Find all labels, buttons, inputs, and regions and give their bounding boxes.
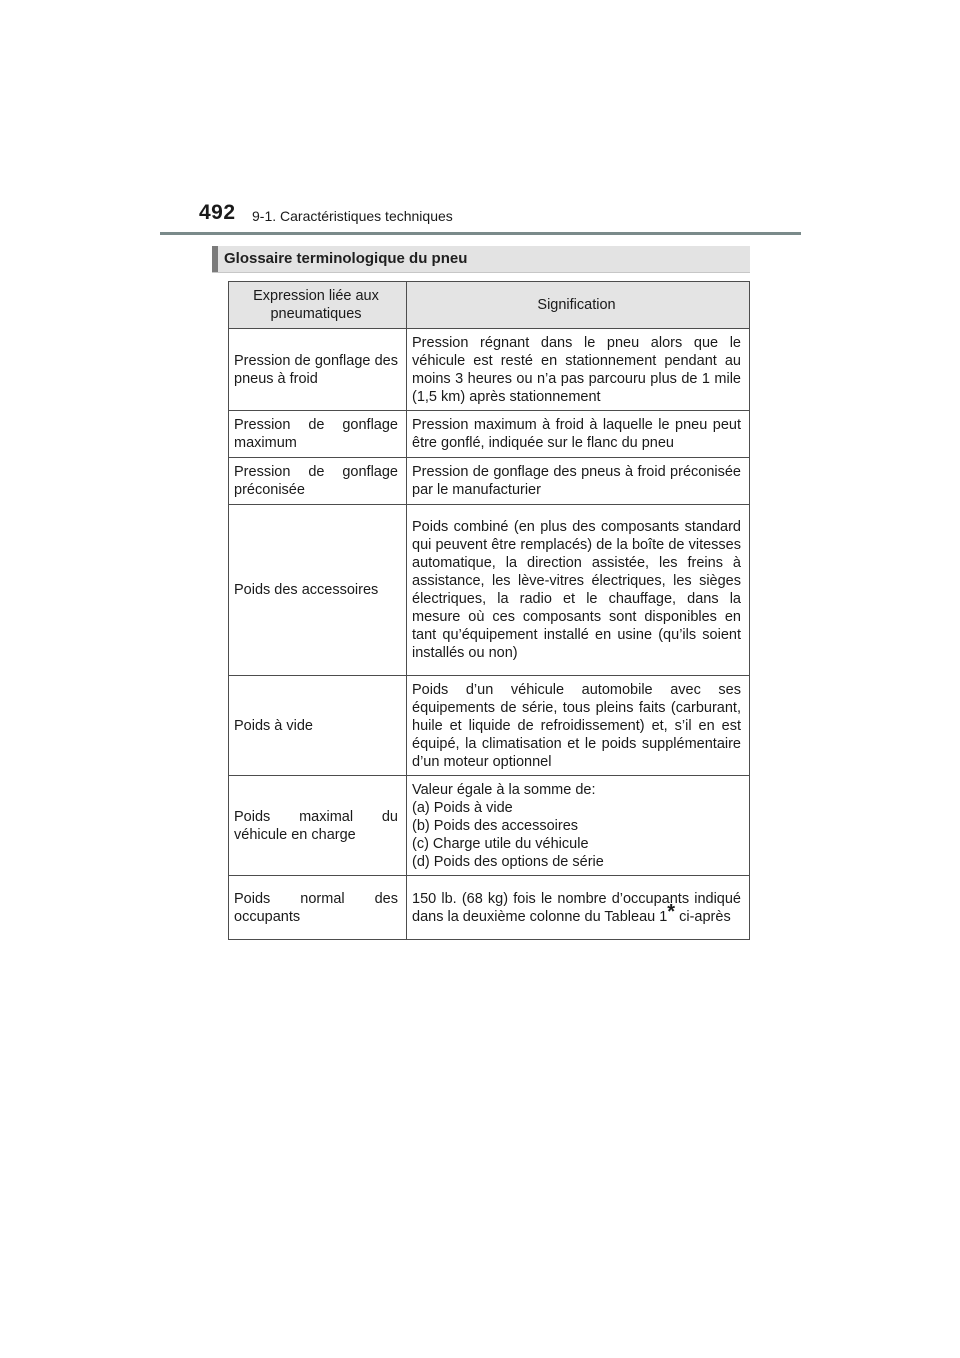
table-row — [229, 876, 750, 940]
meaning-cell: Poids combiné (en plus des composants standard qui peuvent être remplacés) de la boîte de vitesses automatique, la direction assistée, les freins à assistance, les lève-vitres électriques, les sièges électriques, la radio et le chauffage, dans la mesure où ces composants sont disponibles en tant qu’équipement installé en usine (qu’ils soient installés ou non) — [407, 505, 750, 676]
term-cell: Poids des accessoires — [229, 505, 407, 676]
table-row — [229, 411, 750, 458]
meaning-cell: Valeur égale à la somme de: (a) Poids à vide (b) Poids des accessoires (c) Charge utile du véhicule (d) Poids des options de série — [407, 776, 750, 876]
tire-glossary-table — [228, 281, 750, 940]
meaning-cell: Pression de gonflage des pneus à froid préconisée par le manufacturier — [407, 458, 750, 505]
table-row — [229, 676, 750, 776]
section-title: Glossaire terminologique du pneu — [224, 250, 468, 267]
table-header-row — [229, 282, 750, 329]
table-row — [229, 505, 750, 676]
meaning-cell — [407, 876, 750, 940]
term-cell: Poids normal des occupants — [229, 876, 407, 940]
column-header-term: Expression liée aux pneumatiques — [229, 282, 407, 329]
meaning-cell: Pression maximum à froid à laquelle le pneu peut être gonflé, indiquée sur le flanc du pneu — [407, 411, 750, 458]
term-cell: Poids maximal du véhicule en charge — [229, 776, 407, 876]
footnote-asterisk: * — [667, 900, 676, 923]
section-heading-bar — [212, 246, 750, 273]
term-cell: Pression de gonflage maximum — [229, 411, 407, 458]
section-accent — [212, 246, 218, 272]
meaning-text: 150 lb. (68 kg) fois le nombre d’occupants indiqué dans la deuxième colonne du Tableau 1 — [412, 890, 741, 925]
term-cell: Poids à vide — [229, 676, 407, 776]
table-row — [229, 329, 750, 411]
term-cell: Pression de gonflage préconisée — [229, 458, 407, 505]
chapter-title: 9-1. Caractéristiques techniques — [252, 208, 453, 224]
column-header-meaning: Signification — [407, 282, 750, 329]
table-row — [229, 458, 750, 505]
term-cell: Pression de gonflage des pneus à froid — [229, 329, 407, 411]
meaning-cell: Pression régnant dans le pneu alors que le véhicule est resté en stationnement pendant au moins 3 heures ou n’a pas parcouru plus de 1 mile (1,5 km) après stationnement — [407, 329, 750, 411]
meaning-cell: Poids d’un véhicule automobile avec ses équipements de série, tous pleins faits (carburant, huile et liquide de refroidissement) et, s’il en est équipé, la climatisation et le poids supplémentaire d’un moteur optionnel — [407, 676, 750, 776]
header-rule — [160, 232, 801, 235]
meaning-text-end: ci-après — [675, 908, 731, 925]
table-row — [229, 776, 750, 876]
page-number: 492 — [199, 201, 236, 224]
